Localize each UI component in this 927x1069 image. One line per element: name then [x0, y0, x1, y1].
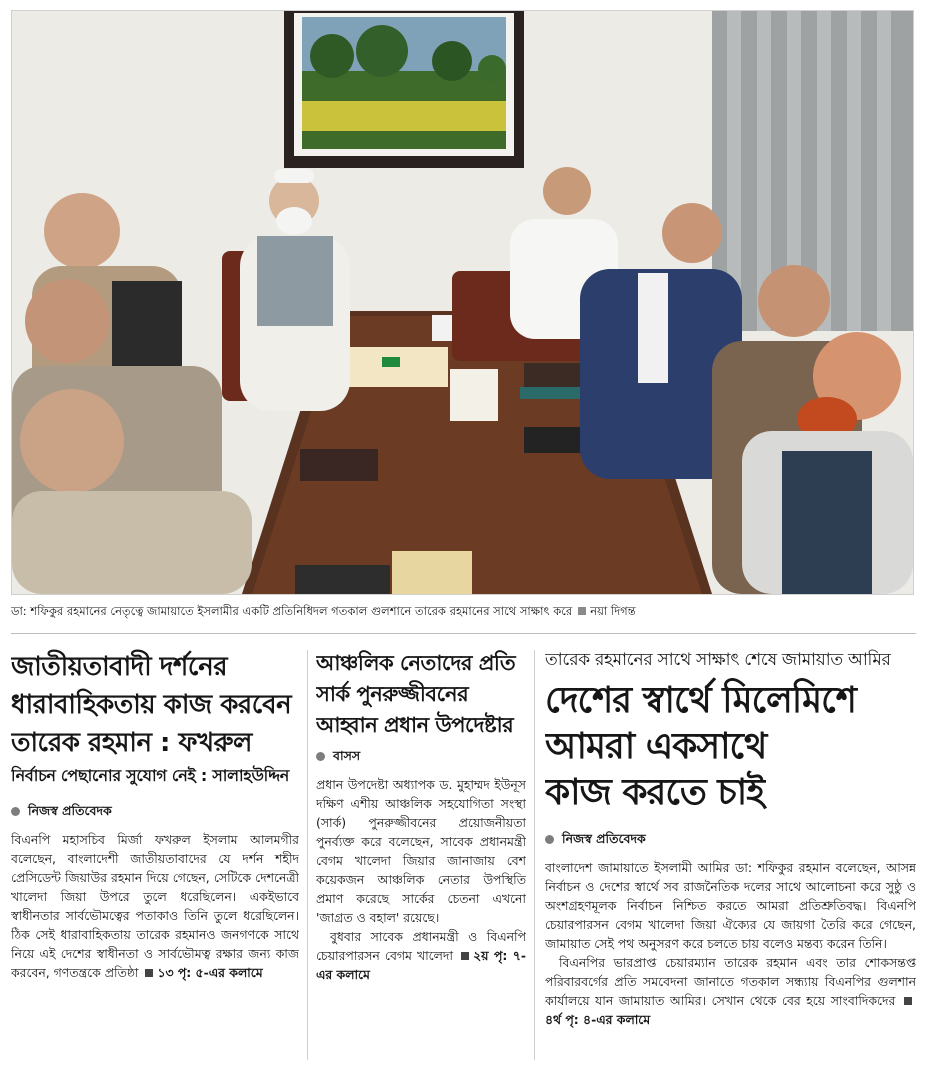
- jump-square-icon: [904, 997, 912, 1005]
- jump-text: ২য় পৃ: ৭-এর কলামে: [316, 948, 526, 982]
- headline-line: কাজ করতে চাই: [545, 772, 764, 813]
- headline-line: আহ্বান প্রধান উপদেষ্টার: [316, 713, 514, 737]
- bullet-icon: [545, 835, 554, 844]
- body-paragraph: বাংলাদেশ জামায়াতে ইসলামী আমির ডা: শফিকুর রহমান বলেছেন, আসন্ন নির্বাচন ও দেশের স্বার্থে সব রাজনৈতিক দলের সাথে আলোচনা করে সুষ্ঠু ও অংশগ্রহণমূলক নির্বাচন নিশ্চিত করতে আমরা প্রতিশ্রুতিবদ্ধ। বিএনপি চেয়ারপারসন বেগম খালেদা জিয়া ঐক্যের যে জায়গা তৈরি করে গেছেন, জামায়াত সেই পথ অনুসরণ করে চলতে চায় বলেও মন্তব্য করেন তিনি।: [545, 860, 916, 951]
- byline-text: নিজস্ব প্রতিবেদক: [562, 831, 646, 846]
- byline: [316, 747, 526, 765]
- article-fakhrul: [11, 648, 299, 1063]
- article-jamaat: [545, 648, 916, 1063]
- jump-square-icon: [461, 952, 469, 960]
- photo-credit: নয়া দিগন্ত: [590, 604, 636, 618]
- headline-line: আঞ্চলিক নেতাদের প্রতি: [316, 651, 516, 675]
- jump-text: ১৩ পৃ: ৫-এর কলামে: [157, 965, 263, 980]
- caption-text: ডা: শফিকুর রহমানের নেতৃত্বে জামায়াতে ইসলামীর একটি প্রতিনিধিদল গতকাল গুলশানে তারেক রহমানের সাথে সাক্ষাৎ করে: [11, 604, 573, 618]
- body-text: বুধবার সাবেক প্রধানমন্ত্রী ও বিএনপি চেয়ারপারসন বেগম খালেদা: [316, 929, 526, 963]
- article-headline: [11, 648, 299, 762]
- byline-text: বাসস: [333, 748, 361, 763]
- headline-line: ধারাবাহিকতায় কাজ করবেন: [11, 690, 292, 720]
- news-photo: [11, 10, 914, 595]
- headline-line: সার্ক পুনরুজ্জীবনের: [316, 682, 469, 706]
- headline-line: জাতীয়তাবাদী দর্শনের: [11, 652, 228, 682]
- bullet-icon: [11, 807, 20, 816]
- photo-caption: [11, 603, 916, 619]
- article-kicker: তারেক রহমানের সাথে সাক্ষাৎ শেষে জামায়াত আমির: [545, 650, 891, 670]
- article-body: [11, 830, 299, 982]
- headline-line: তারেক রহমান : ফখরুল: [11, 728, 252, 758]
- meeting-photo-illustration: [12, 11, 913, 594]
- byline: [11, 802, 299, 820]
- jump-text: ৪র্থ পৃ: ৪-এর কলামে: [545, 1012, 651, 1027]
- jump-square-icon: [145, 969, 153, 977]
- column-divider: [534, 650, 535, 1060]
- wall-painting: [284, 11, 524, 168]
- body-text: বিএনপির ভারপ্রাপ্ত চেয়ারম্যান তারেক রহমান এবং তার শোকসন্তপ্ত পরিবারবর্গের প্রতি সমবেদনা জানাতে গতকাল সন্ধ্যায় বিএনপির গুলশান কার্যালয়ে যান জামায়াত আমির। সেখান থেকে বের হয়ে সাংবাদিকদের: [545, 955, 916, 1008]
- caption-square-icon: [578, 607, 586, 615]
- article-headline: [316, 648, 526, 741]
- byline-text: নিজস্ব প্রতিবেদক: [28, 803, 112, 818]
- article-headline: [545, 678, 916, 816]
- byline: [545, 830, 916, 848]
- body-paragraph: প্রধান উপদেষ্টা অধ্যাপক ড. মুহাম্মদ ইউনূস দক্ষিণ এশীয় আঞ্চলিক সহযোগিতা সংস্থা (সার্ক) পুনরুজ্জীবনের প্রয়োজনীয়তা পুনর্ব্যক্ত করে বলেছেন, সাবেক প্রধানমন্ত্রী বেগম খালেদা জিয়ার জানাজায় বেশ কয়েকজন আঞ্চলিক নেতার উপস্থিতি প্রমাণ করেছে সার্কের চেতনা এখনো 'জাগ্রত ও বহাল' রয়েছে।: [316, 777, 526, 925]
- column-divider: [307, 650, 308, 1060]
- article-subhead: নির্বাচন পেছানোর সুযোগ নেই : সালাহউদ্দিন: [11, 766, 290, 785]
- article-saarc: [316, 648, 526, 1063]
- continued-link[interactable]: [142, 965, 262, 980]
- divider: [11, 633, 916, 634]
- headline-line: দেশের স্বার্থে মিলেমিশে: [545, 680, 856, 721]
- article-body: [316, 775, 526, 984]
- headline-line: আমরা একসাথে: [545, 726, 767, 767]
- bullet-icon: [316, 752, 325, 761]
- body-text: বিএনপি মহাসচিব মির্জা ফখরুল ইসলাম আলমগীর বলেছেন, বাংলাদেশী জাতীয়তাবাদের যে দর্শন শহীদ প্রেসিডেন্ট জিয়াউর রহমান দিয়ে গেছেন, সেটিকে দেশনেত্রী খালেদা জিয়া উপরে তুলে ধরেছিলেন। একইভাবে স্বাধীনতার সার্বভৌমত্বের পতাকাও তিনি তুলে ধরেছিলেন। ঠিক সেই ধারাবাহিকতায় তারেক রহমানও জনগণকে সাথে নিয়ে এই দেশের স্বাধীনতা ও সার্বভৌমত্ব রক্ষার জন্য কাজ করবেন, গণতন্ত্রকে প্রতিষ্ঠা: [11, 832, 299, 980]
- article-body: [545, 858, 916, 1029]
